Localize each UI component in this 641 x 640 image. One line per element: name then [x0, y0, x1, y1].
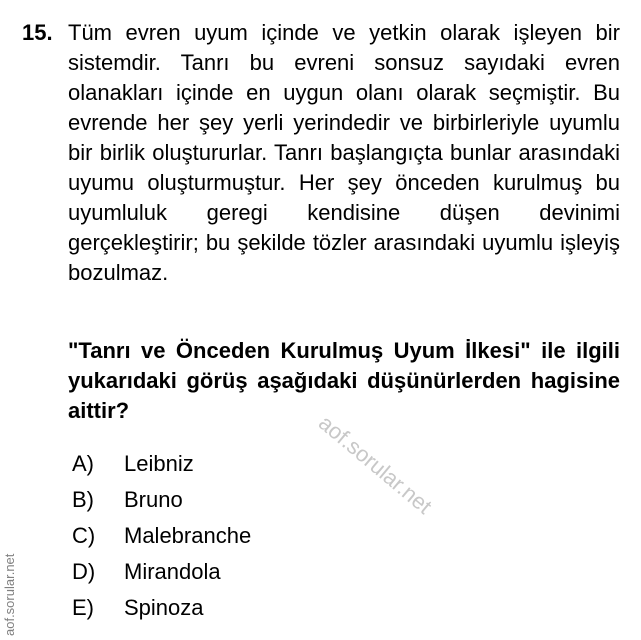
question-prompt: "Tanrı ve Önceden Kurulmuş Uyum İlkesi" ile ilgili yukarıdaki görüş aşağıdaki düşünürlerden hagisine aittir? [68, 338, 620, 423]
option-letter: A) [72, 451, 94, 476]
option-b[interactable] [72, 482, 251, 518]
question-number: 15. [22, 20, 53, 45]
answer-options [72, 446, 251, 626]
option-letter: B) [72, 487, 94, 512]
option-text: Leibniz [124, 451, 194, 476]
question-body: Tüm evren uyum içinde ve yetkin olarak işleyen bir sistemdir. Tanrı bu evreni sonsuz sayıdaki evren olanakları içinde en uygun olanı olarak seçmiştir. Bu evrende her şey yerli yerindedir ve birbirleriyle uyumlu bir birlik oluştururlar. Tanrı başlangıçta bunlar arasındaki uyumu oluşturmuştur. Her şey önceden kurulmuş bu uyumluluk geregi kendisine düşen devinimi gerçekleştirir; bu şekilde tözler arasındaki uyumlu işleyiş bozulmaz. [68, 20, 620, 285]
watermark-diagonal: aof.sorular.net [313, 410, 437, 519]
option-e[interactable] [72, 590, 251, 626]
option-c[interactable] [72, 518, 251, 554]
option-d[interactable] [72, 554, 251, 590]
option-text: Bruno [124, 487, 183, 512]
option-letter: C) [72, 523, 96, 548]
option-letter: D) [72, 559, 96, 584]
option-text: Mirandola [124, 559, 221, 584]
option-text: Spinoza [124, 595, 204, 620]
option-letter: E) [72, 595, 94, 620]
option-a[interactable] [72, 446, 251, 482]
option-text: Malebranche [124, 523, 252, 548]
watermark-side: aof.sorular.net [2, 553, 17, 636]
